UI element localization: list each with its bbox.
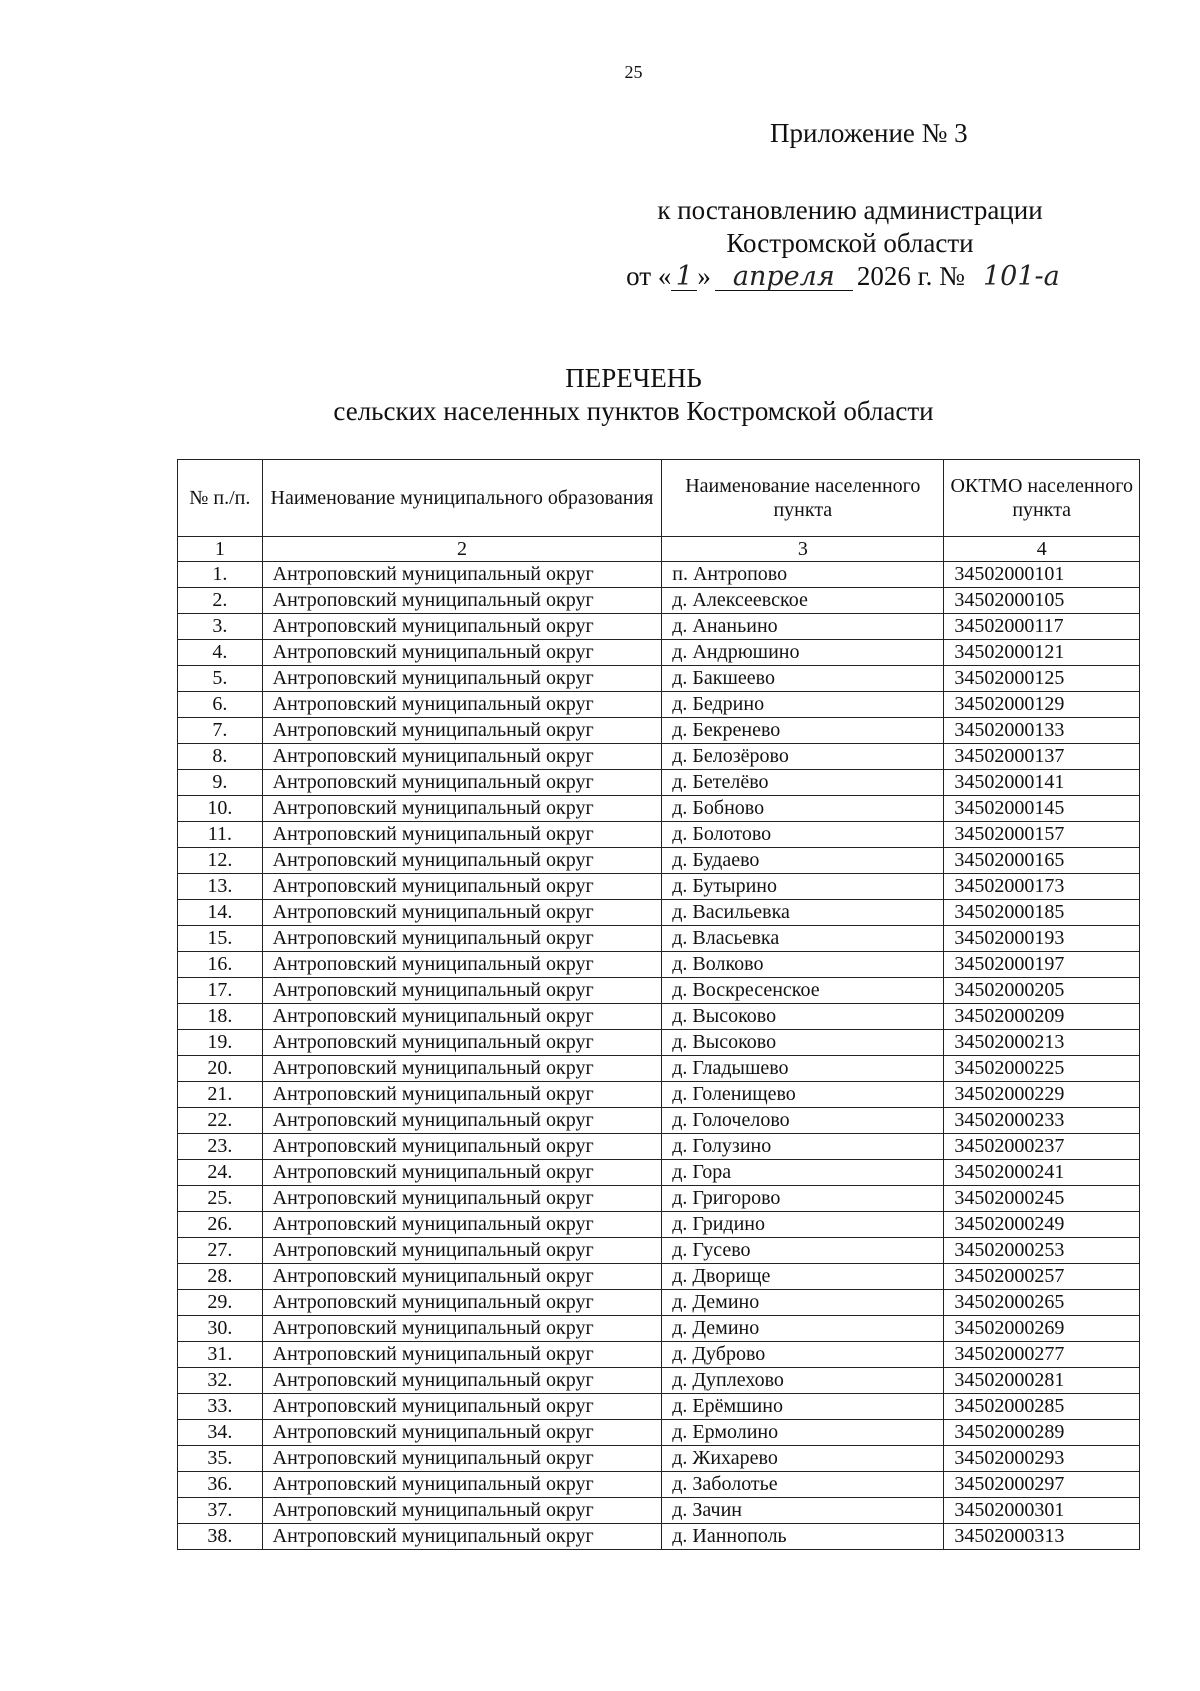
row-index: 7. <box>178 718 263 744</box>
row-municipality: Антроповский муниципальный округ <box>262 1524 662 1550</box>
row-settlement: д. Дворище <box>662 1264 944 1290</box>
row-settlement: д. Дуброво <box>662 1342 944 1368</box>
row-municipality: Антроповский муниципальный округ <box>262 1030 662 1056</box>
table-row <box>178 1160 1140 1186</box>
table-body <box>178 562 1140 1550</box>
row-municipality: Антроповский муниципальный округ <box>262 900 662 926</box>
row-oktmo: 34502000157 <box>944 822 1140 848</box>
row-municipality: Антроповский муниципальный округ <box>262 848 662 874</box>
page-number: 25 <box>624 62 643 82</box>
row-municipality: Антроповский муниципальный округ <box>262 1446 662 1472</box>
row-settlement: д. Жихарево <box>662 1446 944 1472</box>
row-oktmo: 34502000225 <box>944 1056 1140 1082</box>
column-number: 4 <box>944 537 1140 562</box>
row-oktmo: 34502000173 <box>944 874 1140 900</box>
table-row <box>178 1290 1140 1316</box>
row-oktmo: 34502000197 <box>944 952 1140 978</box>
row-oktmo: 34502000313 <box>944 1524 1140 1550</box>
row-settlement: д. Ананьино <box>662 614 944 640</box>
row-oktmo: 34502000241 <box>944 1160 1140 1186</box>
table-row <box>178 1264 1140 1290</box>
row-index: 15. <box>178 926 263 952</box>
row-oktmo: 34502000269 <box>944 1316 1140 1342</box>
table-row <box>178 770 1140 796</box>
settlements-table <box>177 459 1140 1550</box>
row-settlement: д. Ермолино <box>662 1420 944 1446</box>
row-index: 11. <box>178 822 263 848</box>
header-oktmo: ОКТМО населенного пункта <box>944 460 1140 537</box>
row-index: 9. <box>178 770 263 796</box>
row-municipality: Антроповский муниципальный округ <box>262 1134 662 1160</box>
row-oktmo: 34502000253 <box>944 1238 1140 1264</box>
table-row <box>178 1238 1140 1264</box>
row-index: 8. <box>178 744 263 770</box>
table-row <box>178 900 1140 926</box>
row-oktmo: 34502000101 <box>944 562 1140 588</box>
decree-date-line <box>620 260 1080 293</box>
row-settlement: д. Андрюшино <box>662 640 944 666</box>
document-heading <box>0 362 1200 428</box>
row-settlement: д. Голенищево <box>662 1082 944 1108</box>
row-oktmo: 34502000205 <box>944 978 1140 1004</box>
row-settlement: д. Дуплехово <box>662 1368 944 1394</box>
row-municipality: Антроповский муниципальный округ <box>262 796 662 822</box>
row-municipality: Антроповский муниципальный округ <box>262 718 662 744</box>
row-settlement: д. Бакшеево <box>662 666 944 692</box>
table-row <box>178 1420 1140 1446</box>
table-row <box>178 1316 1140 1342</box>
row-settlement: д. Гусево <box>662 1238 944 1264</box>
row-index: 31. <box>178 1342 263 1368</box>
row-municipality: Антроповский муниципальный округ <box>262 1368 662 1394</box>
table-row <box>178 666 1140 692</box>
row-settlement: д. Бутырино <box>662 874 944 900</box>
row-settlement: д. Высоково <box>662 1004 944 1030</box>
table-row <box>178 874 1140 900</box>
header-municipality: Наименование муниципального образования <box>262 460 662 537</box>
row-settlement: д. Воскресенское <box>662 978 944 1004</box>
row-index: 14. <box>178 900 263 926</box>
row-index: 25. <box>178 1186 263 1212</box>
row-settlement: д. Голузино <box>662 1134 944 1160</box>
decree-reference <box>620 194 1080 293</box>
table-row <box>178 1498 1140 1524</box>
table-row <box>178 640 1140 666</box>
row-oktmo: 34502000237 <box>944 1134 1140 1160</box>
row-index: 20. <box>178 1056 263 1082</box>
row-municipality: Антроповский муниципальный округ <box>262 1056 662 1082</box>
row-index: 4. <box>178 640 263 666</box>
row-index: 30. <box>178 1316 263 1342</box>
table-row <box>178 744 1140 770</box>
table-row <box>178 692 1140 718</box>
table-row <box>178 1368 1140 1394</box>
table-row <box>178 614 1140 640</box>
row-municipality: Антроповский муниципальный округ <box>262 770 662 796</box>
table-row <box>178 1472 1140 1498</box>
row-index: 35. <box>178 1446 263 1472</box>
row-index: 13. <box>178 874 263 900</box>
column-number-row <box>178 537 1140 562</box>
row-index: 19. <box>178 1030 263 1056</box>
row-municipality: Антроповский муниципальный округ <box>262 952 662 978</box>
row-settlement: д. Васильевка <box>662 900 944 926</box>
row-index: 1. <box>178 562 263 588</box>
row-municipality: Антроповский муниципальный округ <box>262 978 662 1004</box>
row-oktmo: 34502000213 <box>944 1030 1140 1056</box>
decree-day: 1 <box>671 264 697 291</box>
row-index: 22. <box>178 1108 263 1134</box>
row-oktmo: 34502000209 <box>944 1004 1140 1030</box>
row-index: 6. <box>178 692 263 718</box>
table-row <box>178 1394 1140 1420</box>
row-municipality: Антроповский муниципальный округ <box>262 640 662 666</box>
row-municipality: Антроповский муниципальный округ <box>262 1394 662 1420</box>
row-oktmo: 34502000277 <box>944 1342 1140 1368</box>
table-row <box>178 822 1140 848</box>
row-settlement: д. Голочелово <box>662 1108 944 1134</box>
row-municipality: Антроповский муниципальный округ <box>262 614 662 640</box>
row-oktmo: 34502000121 <box>944 640 1140 666</box>
row-municipality: Антроповский муниципальный округ <box>262 562 662 588</box>
row-oktmo: 34502000249 <box>944 1212 1140 1238</box>
row-settlement: д. Будаево <box>662 848 944 874</box>
row-municipality: Антроповский муниципальный округ <box>262 1082 662 1108</box>
row-oktmo: 34502000297 <box>944 1472 1140 1498</box>
row-settlement: д. Заболотье <box>662 1472 944 1498</box>
table-row <box>178 1082 1140 1108</box>
table-row <box>178 926 1140 952</box>
row-oktmo: 34502000145 <box>944 796 1140 822</box>
decree-number: 101-а <box>982 261 1060 292</box>
row-index: 38. <box>178 1524 263 1550</box>
row-municipality: Антроповский муниципальный округ <box>262 1264 662 1290</box>
table-row <box>178 952 1140 978</box>
row-index: 24. <box>178 1160 263 1186</box>
row-municipality: Антроповский муниципальный округ <box>262 1004 662 1030</box>
table-row <box>178 1342 1140 1368</box>
row-oktmo: 34502000137 <box>944 744 1140 770</box>
row-settlement: д. Алексеевское <box>662 588 944 614</box>
row-index: 26. <box>178 1212 263 1238</box>
row-settlement: д. Власьевка <box>662 926 944 952</box>
table-header-row <box>178 460 1140 537</box>
row-settlement: д. Бобново <box>662 796 944 822</box>
decree-line-1: к постановлению администрации <box>657 195 1043 225</box>
document-title: ПЕРЕЧЕНЬ <box>565 363 702 393</box>
table-row <box>178 562 1140 588</box>
row-municipality: Антроповский муниципальный округ <box>262 1342 662 1368</box>
column-number: 2 <box>262 537 662 562</box>
table-row <box>178 1186 1140 1212</box>
row-index: 33. <box>178 1394 263 1420</box>
row-index: 36. <box>178 1472 263 1498</box>
row-municipality: Антроповский муниципальный округ <box>262 1498 662 1524</box>
row-settlement: д. Белозёрово <box>662 744 944 770</box>
row-municipality: Антроповский муниципальный округ <box>262 1186 662 1212</box>
decree-line-2: Костромской области <box>726 228 974 258</box>
table-row <box>178 1030 1140 1056</box>
row-settlement: д. Григорово <box>662 1186 944 1212</box>
table-row <box>178 1212 1140 1238</box>
row-settlement: д. Бекренево <box>662 718 944 744</box>
row-oktmo: 34502000229 <box>944 1082 1140 1108</box>
row-municipality: Антроповский муниципальный округ <box>262 1316 662 1342</box>
row-index: 17. <box>178 978 263 1004</box>
row-index: 32. <box>178 1368 263 1394</box>
row-settlement: д. Гридино <box>662 1212 944 1238</box>
decree-month: апреля <box>715 264 853 291</box>
row-index: 2. <box>178 588 263 614</box>
row-index: 5. <box>178 666 263 692</box>
table-row <box>178 588 1140 614</box>
row-municipality: Антроповский муниципальный округ <box>262 874 662 900</box>
header-settlement: Наименование населенного пункта <box>662 460 944 537</box>
row-settlement: д. Демино <box>662 1290 944 1316</box>
row-oktmo: 34502000185 <box>944 900 1140 926</box>
row-index: 10. <box>178 796 263 822</box>
column-number: 1 <box>178 537 263 562</box>
row-oktmo: 34502000165 <box>944 848 1140 874</box>
header-idx: № п./п. <box>178 460 263 537</box>
row-index: 12. <box>178 848 263 874</box>
appendix-title: Приложение № 3 <box>770 118 968 148</box>
row-oktmo: 34502000133 <box>944 718 1140 744</box>
row-oktmo: 34502000129 <box>944 692 1140 718</box>
column-number: 3 <box>662 537 944 562</box>
row-settlement: д. Бедрино <box>662 692 944 718</box>
row-index: 29. <box>178 1290 263 1316</box>
row-settlement: д. Болотово <box>662 822 944 848</box>
row-index: 28. <box>178 1264 263 1290</box>
row-municipality: Антроповский муниципальный округ <box>262 744 662 770</box>
row-municipality: Антроповский муниципальный округ <box>262 666 662 692</box>
row-settlement: п. Антропово <box>662 562 944 588</box>
row-settlement: д. Ерёмшино <box>662 1394 944 1420</box>
row-municipality: Антроповский муниципальный округ <box>262 1472 662 1498</box>
row-oktmo: 34502000293 <box>944 1446 1140 1472</box>
table-row <box>178 1108 1140 1134</box>
decree-mid: » <box>697 261 711 291</box>
table-row <box>178 848 1140 874</box>
row-oktmo: 34502000193 <box>944 926 1140 952</box>
row-index: 16. <box>178 952 263 978</box>
row-index: 27. <box>178 1238 263 1264</box>
row-oktmo: 34502000257 <box>944 1264 1140 1290</box>
table-row <box>178 978 1140 1004</box>
row-municipality: Антроповский муниципальный округ <box>262 1212 662 1238</box>
row-municipality: Антроповский муниципальный округ <box>262 588 662 614</box>
row-oktmo: 34502000233 <box>944 1108 1140 1134</box>
row-municipality: Антроповский муниципальный округ <box>262 1160 662 1186</box>
row-settlement: д. Демино <box>662 1316 944 1342</box>
row-municipality: Антроповский муниципальный округ <box>262 1108 662 1134</box>
row-index: 21. <box>178 1082 263 1108</box>
row-oktmo: 34502000265 <box>944 1290 1140 1316</box>
table-row <box>178 1004 1140 1030</box>
document-subtitle: сельских населенных пунктов Костромской области <box>333 396 934 426</box>
row-oktmo: 34502000289 <box>944 1420 1140 1446</box>
row-municipality: Антроповский муниципальный округ <box>262 926 662 952</box>
row-settlement: д. Гладышево <box>662 1056 944 1082</box>
table-row <box>178 718 1140 744</box>
table-row <box>178 1524 1140 1550</box>
row-index: 18. <box>178 1004 263 1030</box>
decree-year: 2026 г. № <box>856 261 965 291</box>
row-oktmo: 34502000105 <box>944 588 1140 614</box>
row-oktmo: 34502000245 <box>944 1186 1140 1212</box>
row-municipality: Антроповский муниципальный округ <box>262 1420 662 1446</box>
row-municipality: Антроповский муниципальный округ <box>262 1238 662 1264</box>
table-row <box>178 1446 1140 1472</box>
row-municipality: Антроповский муниципальный округ <box>262 692 662 718</box>
row-settlement: д. Зачин <box>662 1498 944 1524</box>
row-settlement: д. Высоково <box>662 1030 944 1056</box>
table-row <box>178 1134 1140 1160</box>
row-municipality: Антроповский муниципальный округ <box>262 1290 662 1316</box>
row-settlement: д. Бетелёво <box>662 770 944 796</box>
row-oktmo: 34502000117 <box>944 614 1140 640</box>
table-row <box>178 796 1140 822</box>
row-index: 3. <box>178 614 263 640</box>
row-settlement: д. Волково <box>662 952 944 978</box>
row-settlement: д. Ианнополь <box>662 1524 944 1550</box>
row-oktmo: 34502000301 <box>944 1498 1140 1524</box>
row-oktmo: 34502000285 <box>944 1394 1140 1420</box>
table-row <box>178 1056 1140 1082</box>
row-index: 34. <box>178 1420 263 1446</box>
row-settlement: д. Гора <box>662 1160 944 1186</box>
row-municipality: Антроповский муниципальный округ <box>262 822 662 848</box>
row-oktmo: 34502000141 <box>944 770 1140 796</box>
row-oktmo: 34502000125 <box>944 666 1140 692</box>
decree-prefix: от « <box>626 261 672 291</box>
row-index: 23. <box>178 1134 263 1160</box>
row-index: 37. <box>178 1498 263 1524</box>
row-oktmo: 34502000281 <box>944 1368 1140 1394</box>
